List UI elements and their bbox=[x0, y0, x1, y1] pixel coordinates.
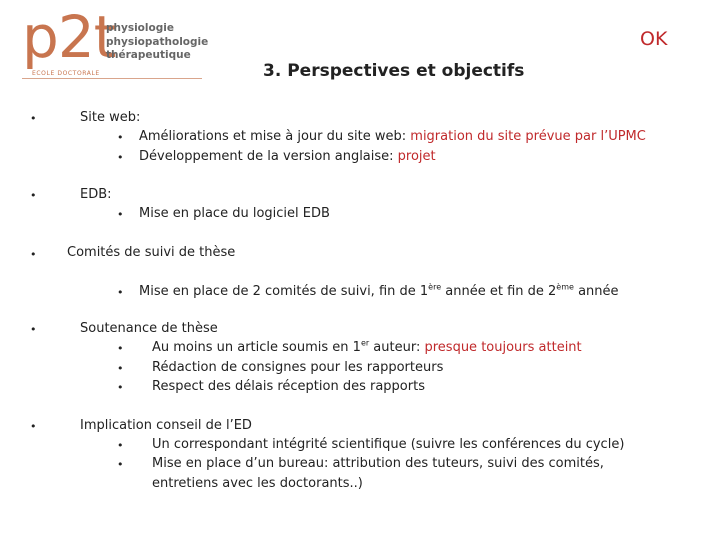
logo bbox=[22, 3, 209, 84]
item-highlight: migration du site prévue par l’UPMC bbox=[410, 129, 646, 144]
item-text: année bbox=[573, 284, 619, 299]
list-item: Mise en place du logiciel EDB bbox=[139, 206, 330, 221]
bullet: • bbox=[30, 189, 37, 202]
list-item bbox=[139, 149, 436, 164]
section-heading-soutenance: Soutenance de thèse bbox=[80, 321, 218, 336]
bullet: • bbox=[30, 248, 37, 261]
item-text: Améliorations et mise à jour du site web: bbox=[139, 129, 411, 144]
bullet: • bbox=[117, 286, 124, 299]
list-item-continuation: entretiens avec les doctorants..) bbox=[152, 476, 363, 491]
section-heading-implication: Implication conseil de l’ED bbox=[80, 418, 252, 433]
superscript: ère bbox=[428, 282, 442, 292]
bullet: • bbox=[30, 323, 37, 336]
bullet: • bbox=[117, 362, 124, 375]
bullet: • bbox=[117, 381, 124, 394]
logo-subtitle: ECOLE DOCTORALE bbox=[32, 70, 100, 77]
bullet: • bbox=[117, 208, 124, 221]
list-item: Mise en place d’un bureau: attribution des tuteurs, suivi des comités, bbox=[152, 456, 604, 471]
logo-mark: p2t bbox=[22, 3, 116, 71]
list-item bbox=[139, 129, 646, 144]
bullet: • bbox=[30, 112, 37, 125]
section-heading-comites: Comités de suivi de thèse bbox=[67, 245, 236, 260]
item-text: Développement de la version anglaise: bbox=[139, 149, 398, 164]
bullet: • bbox=[117, 439, 124, 452]
logo-divider bbox=[22, 78, 202, 79]
bullet: • bbox=[117, 458, 124, 471]
item-highlight: presque toujours atteint bbox=[424, 340, 582, 355]
logo-word: thérapeutique bbox=[106, 49, 191, 61]
list-item: Un correspondant intégrité scientifique (suivre les conférences du cycle) bbox=[152, 437, 625, 452]
bullet: • bbox=[30, 420, 37, 433]
list-item bbox=[152, 340, 582, 355]
bullet: • bbox=[117, 131, 124, 144]
item-text: Mise en place de 2 comités de suivi, fin de 1 bbox=[139, 284, 429, 299]
status-ok: OK bbox=[640, 28, 668, 50]
item-highlight: projet bbox=[397, 149, 436, 164]
list-item bbox=[139, 284, 619, 299]
section-heading-site: Site web: bbox=[80, 110, 141, 125]
bullet: • bbox=[117, 151, 124, 164]
slide-title: 3. Perspectives et objectifs bbox=[263, 61, 525, 81]
logo-word: physiopathologie bbox=[106, 35, 209, 48]
item-text: année et fin de 2 bbox=[441, 284, 557, 299]
logo-word: physiologie bbox=[106, 22, 174, 34]
bullet: • bbox=[117, 342, 124, 355]
list-item: Rédaction de consignes pour les rapporteurs bbox=[152, 360, 444, 375]
section-heading-edb: EDB: bbox=[80, 187, 112, 202]
logo-words bbox=[106, 22, 208, 63]
item-text: auteur: bbox=[369, 340, 425, 355]
item-text: Au moins un article soumis en 1 bbox=[152, 340, 361, 355]
list-item: Respect des délais réception des rapports bbox=[152, 379, 425, 394]
superscript: er bbox=[360, 338, 370, 348]
superscript: ème bbox=[556, 282, 574, 292]
